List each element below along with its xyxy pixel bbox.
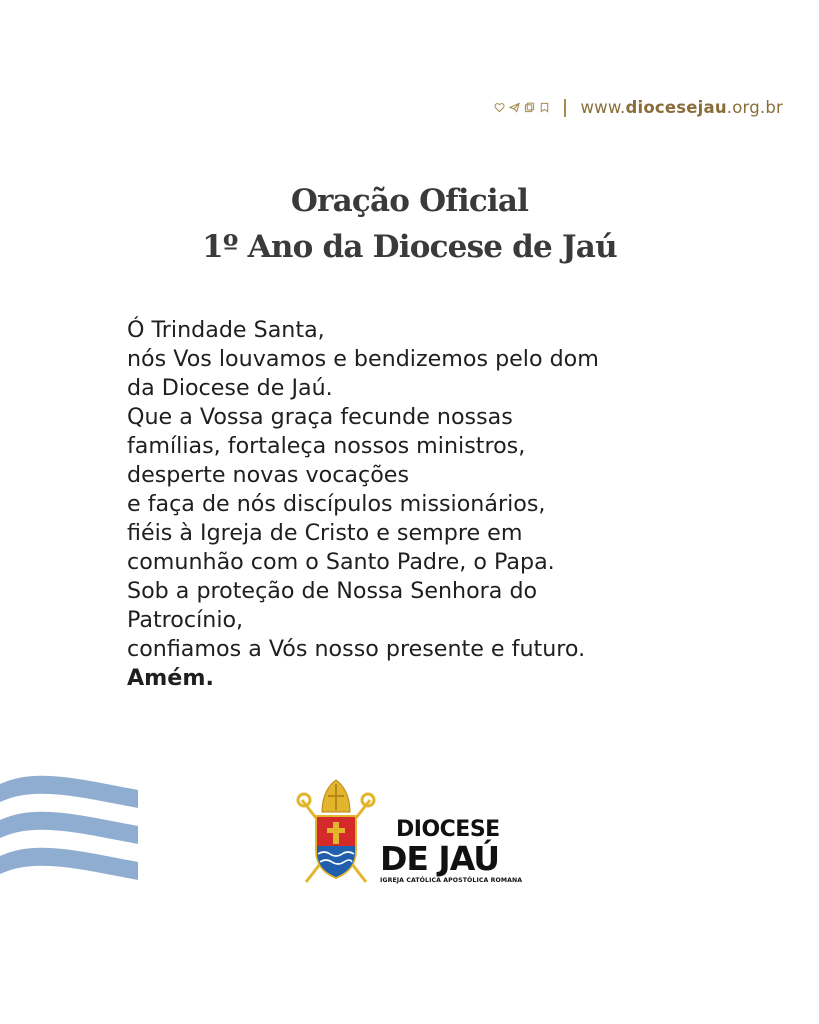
logo-line-1: DIOCESE	[396, 817, 500, 842]
telegram-icon[interactable]	[509, 102, 520, 113]
prayer-text	[127, 316, 727, 693]
prayer-line: Que a Vossa graça fecunde nossas	[127, 404, 513, 430]
url-suffix: .org.br	[726, 98, 783, 117]
prayer-line: comunhão com o Santo Padre, o Papa.	[127, 549, 555, 575]
social-icons	[494, 102, 550, 113]
decorative-waves	[0, 770, 140, 890]
prayer-line: famílias, fortaleça nossos ministros,	[127, 433, 526, 459]
logo-wordmark	[380, 818, 522, 884]
bookmark-icon[interactable]	[539, 102, 550, 113]
wave-stripe	[0, 848, 138, 880]
prayer-line: e faça de nós discípulos missionários,	[127, 491, 546, 517]
prayer-line: desperte novas vocações	[127, 462, 410, 488]
header-divider	[564, 99, 566, 117]
prayer-closing: Amém.	[127, 665, 214, 691]
title-line-2: 1º Ano da Diocese de Jaú	[202, 229, 617, 265]
url-prefix: www.	[580, 98, 626, 117]
website-link[interactable]	[580, 98, 783, 117]
prayer-line: nós Vos louvamos e bendizemos pelo dom	[127, 346, 599, 372]
copy-icon[interactable]	[524, 102, 535, 113]
page-title	[0, 178, 819, 270]
wave-stripe	[0, 776, 138, 808]
logo-line-2: DE JAÚ	[380, 839, 500, 878]
prayer-line: Sob a proteção de Nossa Senhora do	[127, 578, 538, 604]
heart-icon[interactable]	[494, 102, 505, 113]
logo-tagline: IGREJA CATÓLICA APOSTÓLICA ROMANA	[380, 877, 523, 884]
prayer-line: confiamos a Vós nosso presente e futuro.	[127, 636, 586, 662]
wave-stripe	[0, 812, 138, 844]
prayer-line: da Diocese de Jaú.	[127, 375, 333, 401]
title-line-1: Oração Oficial	[290, 183, 529, 219]
header-bar	[494, 98, 783, 117]
diocese-logo	[294, 778, 534, 890]
prayer-line: Ó Trindade Santa,	[127, 317, 325, 343]
prayer-line: fiéis à Igreja de Cristo e sempre em	[127, 520, 523, 546]
prayer-line: Patrocínio,	[127, 607, 244, 633]
coat-of-arms-icon	[294, 778, 378, 888]
url-domain: diocesejau	[625, 98, 727, 117]
